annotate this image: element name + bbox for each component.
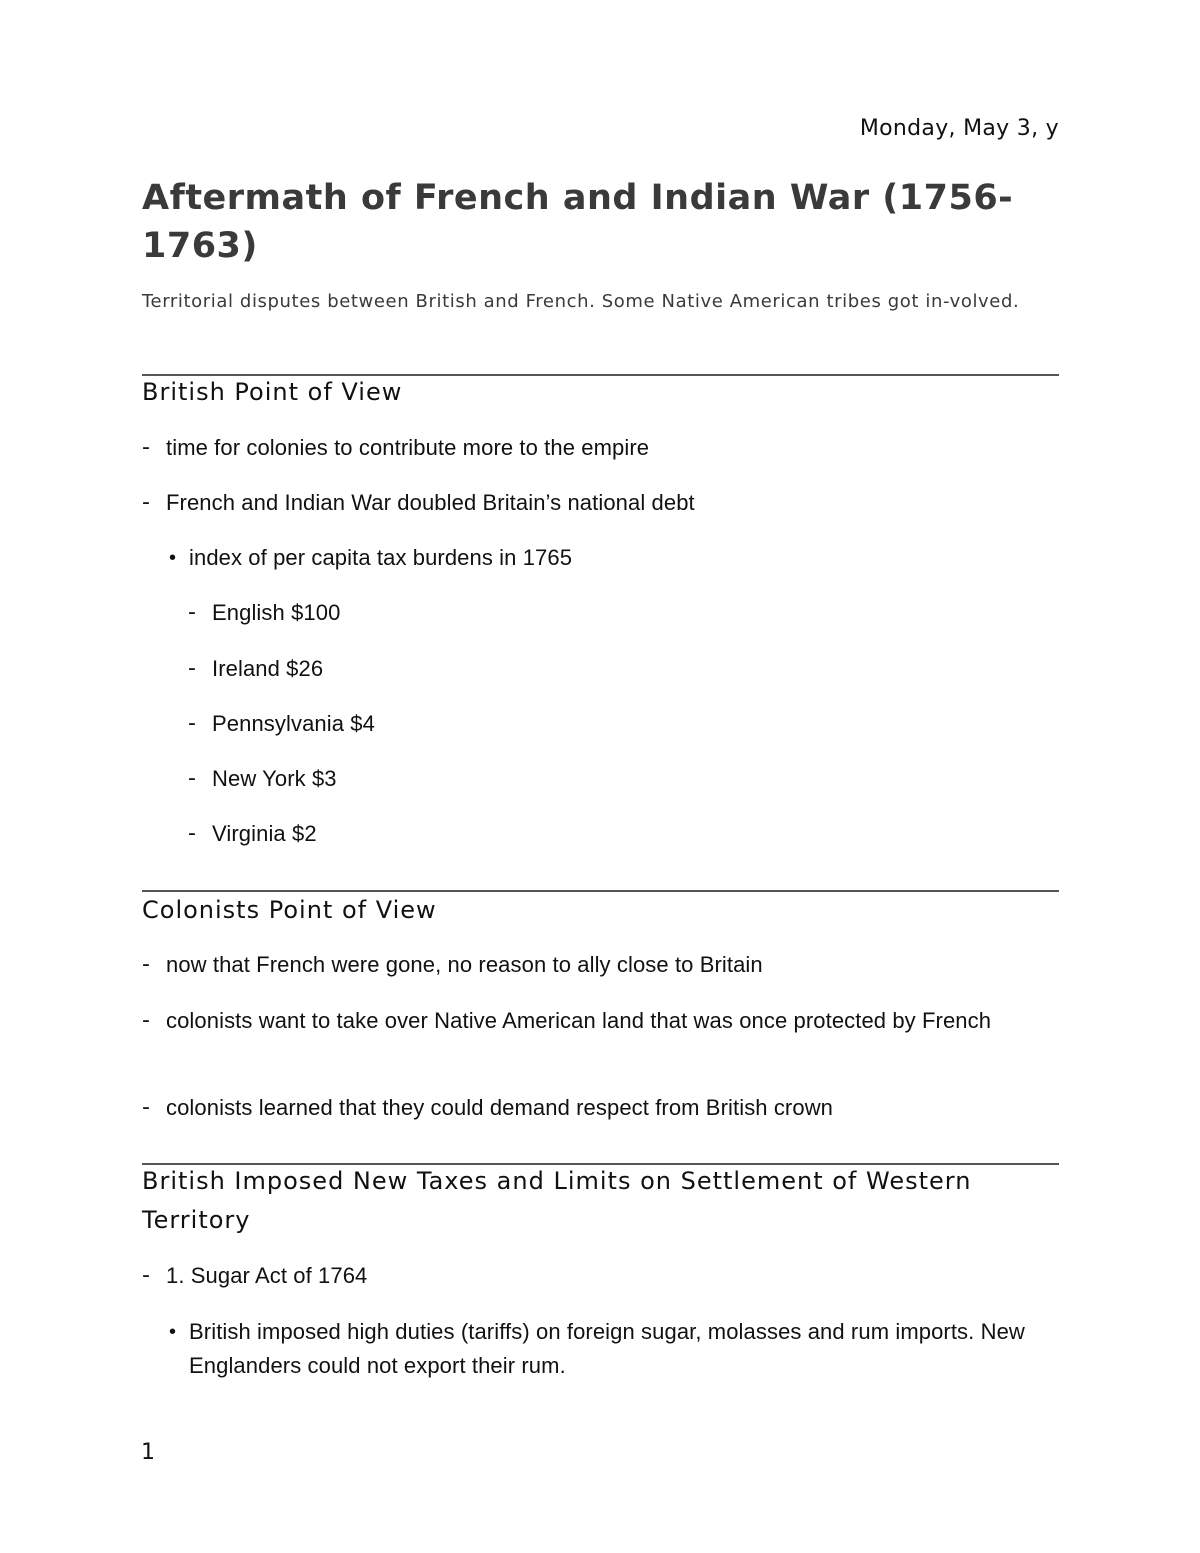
list-item — [142, 431, 1056, 465]
list-item-text: New York $3 — [212, 766, 337, 791]
document-title: Aftermath of French and Indian War (1756-1763) — [142, 178, 1014, 266]
dash-marker: - — [188, 766, 197, 791]
list-item-text: index of per capita tax burdens in 1765 — [189, 545, 573, 570]
bullet-marker: • — [169, 547, 177, 569]
list-item — [188, 652, 1052, 686]
list-item-text: English $100 — [212, 600, 341, 625]
dash-marker: - — [188, 711, 197, 736]
list-item — [142, 486, 1056, 520]
list-item-text: now that French were gone, no reason to ally close to Britain — [166, 952, 763, 977]
dash-marker: - — [142, 1095, 151, 1120]
list-item-text: Virginia $2 — [212, 821, 317, 846]
list-item — [188, 596, 1052, 630]
section-heading-colonists-view: Colonists Point of View — [142, 896, 437, 924]
list-item-text: colonists want to take over Native American land that was once protected by French — [166, 1008, 992, 1033]
document-date: Monday, May 3, y — [859, 116, 1059, 141]
list-item — [188, 762, 1052, 796]
list-item — [142, 1091, 1056, 1125]
list-item-text: colonists learned that they could demand respect from British crown — [166, 1095, 834, 1120]
list-item-text: 1. Sugar Act of 1764 — [166, 1263, 368, 1288]
page-number: 1 — [141, 1440, 155, 1465]
section-heading-new-taxes: British Imposed New Taxes and Limits on Settlement of Western Territory — [142, 1167, 972, 1234]
list-item — [169, 541, 1059, 575]
dash-marker: - — [188, 600, 197, 625]
list-item-text: French and Indian War doubled Britain’s national debt — [166, 490, 695, 515]
dash-marker: - — [142, 1263, 151, 1288]
intro-paragraph: Territorial disputes between British and French. Some Native American tribes got in-volved. — [142, 291, 1020, 312]
list-item — [142, 1259, 1056, 1293]
dash-marker: - — [142, 490, 151, 515]
list-item — [169, 1315, 1059, 1383]
list-item — [188, 707, 1052, 741]
list-item — [142, 948, 1056, 982]
dash-marker: - — [188, 656, 197, 681]
dash-marker: - — [188, 821, 197, 846]
bullet-marker: • — [169, 1321, 177, 1343]
dash-marker: - — [142, 435, 151, 460]
list-item-text: time for colonies to contribute more to the empire — [166, 435, 650, 460]
list-item-text: British imposed high duties (tariffs) on foreign sugar, molasses and rum imports. New Englanders could not export their rum. — [189, 1319, 1025, 1378]
list-item-text: Pennsylvania $4 — [212, 711, 375, 736]
list-item — [188, 817, 1052, 851]
list-item-text: Ireland $26 — [212, 656, 324, 681]
dash-marker: - — [142, 1008, 151, 1033]
section-heading-british-view: British Point of View — [142, 378, 403, 406]
list-item — [142, 1004, 1056, 1038]
dash-marker: - — [142, 952, 151, 977]
